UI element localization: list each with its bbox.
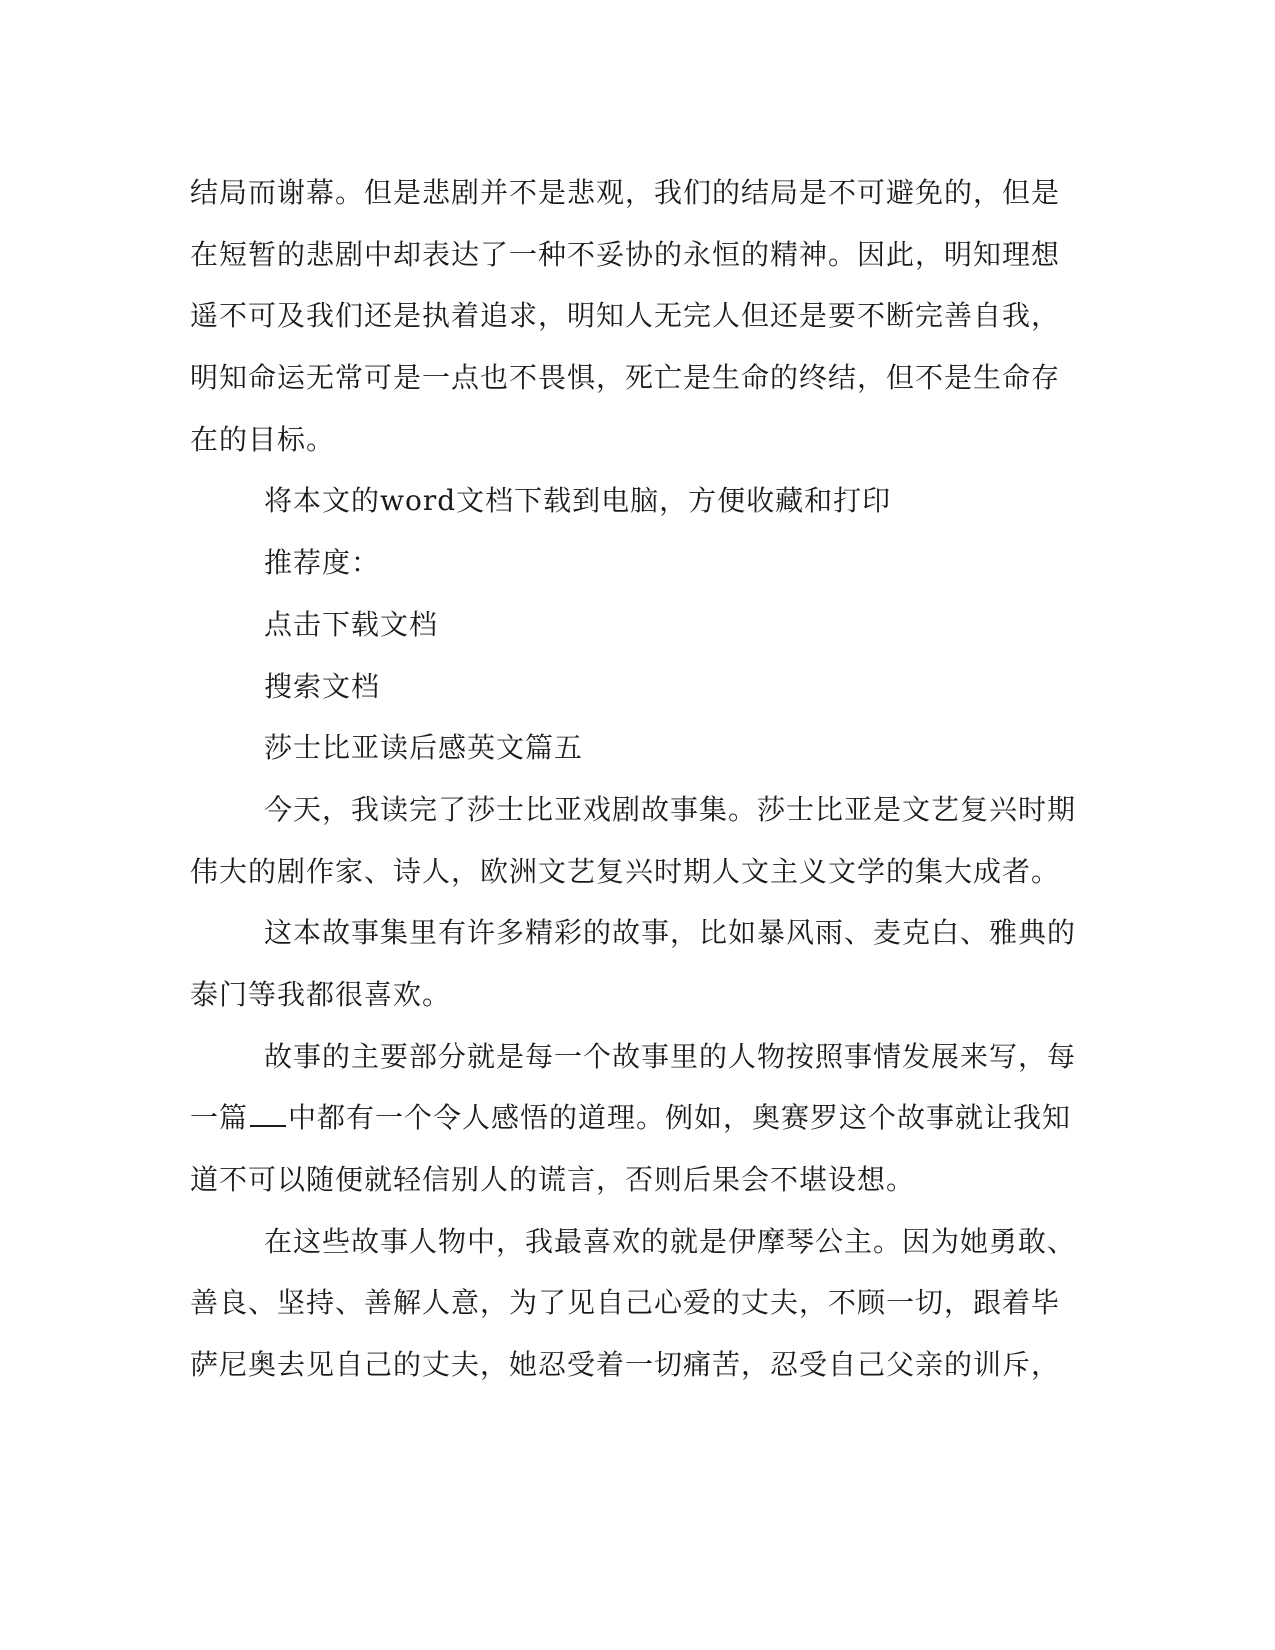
- paragraph-line: 萨尼奥去见自己的丈夫，她忍受着一切痛苦，忍受自己父亲的训斥，: [190, 1348, 1061, 1382]
- paragraph-line: 遥不可及我们还是执着追求，明知人无完人但还是要不断完善自我，: [190, 299, 1061, 333]
- paragraph-line: 故事的主要部分就是每一个故事里的人物按照事情发展来写，每: [264, 1039, 1077, 1073]
- paragraph-line: [190, 1087, 1080, 1149]
- paragraph-line: 结局而谢幕。但是悲剧并不是悲观，我们的结局是不可避免的，但是: [190, 176, 1061, 209]
- text-fragment: 中都有一个令人感悟的道理。例如，奥赛罗这个故事就让我知: [288, 1101, 1072, 1135]
- paragraph-line: 善良、坚持、善解人意，为了见自己心爱的丈夫，不顾一切，跟着毕: [190, 1286, 1061, 1320]
- document-body: [190, 162, 1080, 1396]
- download-note: 将本文的word文档下载到电脑，方便收藏和打印: [264, 484, 892, 518]
- section-title: 莎士比亚读后感英文篇五: [264, 731, 584, 765]
- paragraph-line: 今天，我读完了莎士比亚戏剧故事集。莎士比亚是文艺复兴时期: [264, 792, 1077, 826]
- paragraph-line: 在的目标。: [190, 422, 336, 456]
- paragraph-line: 道不可以随便就轻信别人的谎言，否则后果会不堪设想。: [190, 1163, 916, 1196]
- text-fragment: 一篇: [190, 1101, 249, 1135]
- search-document-link[interactable]: 搜索文档: [264, 669, 381, 703]
- download-document-link[interactable]: 点击下载文档: [264, 607, 439, 641]
- paragraph-line: 泰门等我都很喜欢。: [190, 977, 452, 1011]
- paragraph-line: 在短暂的悲剧中却表达了一种不妥协的永恒的精神。因此，明知理想: [190, 237, 1061, 271]
- paragraph-line: 伟大的剧作家、诗人，欧洲文艺复兴时期人文主义文学的集大成者。: [190, 854, 1061, 888]
- paragraph-line: 在这些故事人物中，我最喜欢的就是伊摩琴公主。因为她勇敢、: [264, 1224, 1077, 1258]
- fill-in-blank: [250, 1100, 286, 1127]
- recommend-label: 推荐度：: [264, 546, 381, 580]
- paragraph-line: 明知命运无常可是一点也不畏惧，死亡是生命的终结，但不是生命存: [190, 361, 1061, 395]
- paragraph-line: 这本故事集里有许多精彩的故事，比如暴风雨、麦克白、雅典的: [264, 916, 1077, 950]
